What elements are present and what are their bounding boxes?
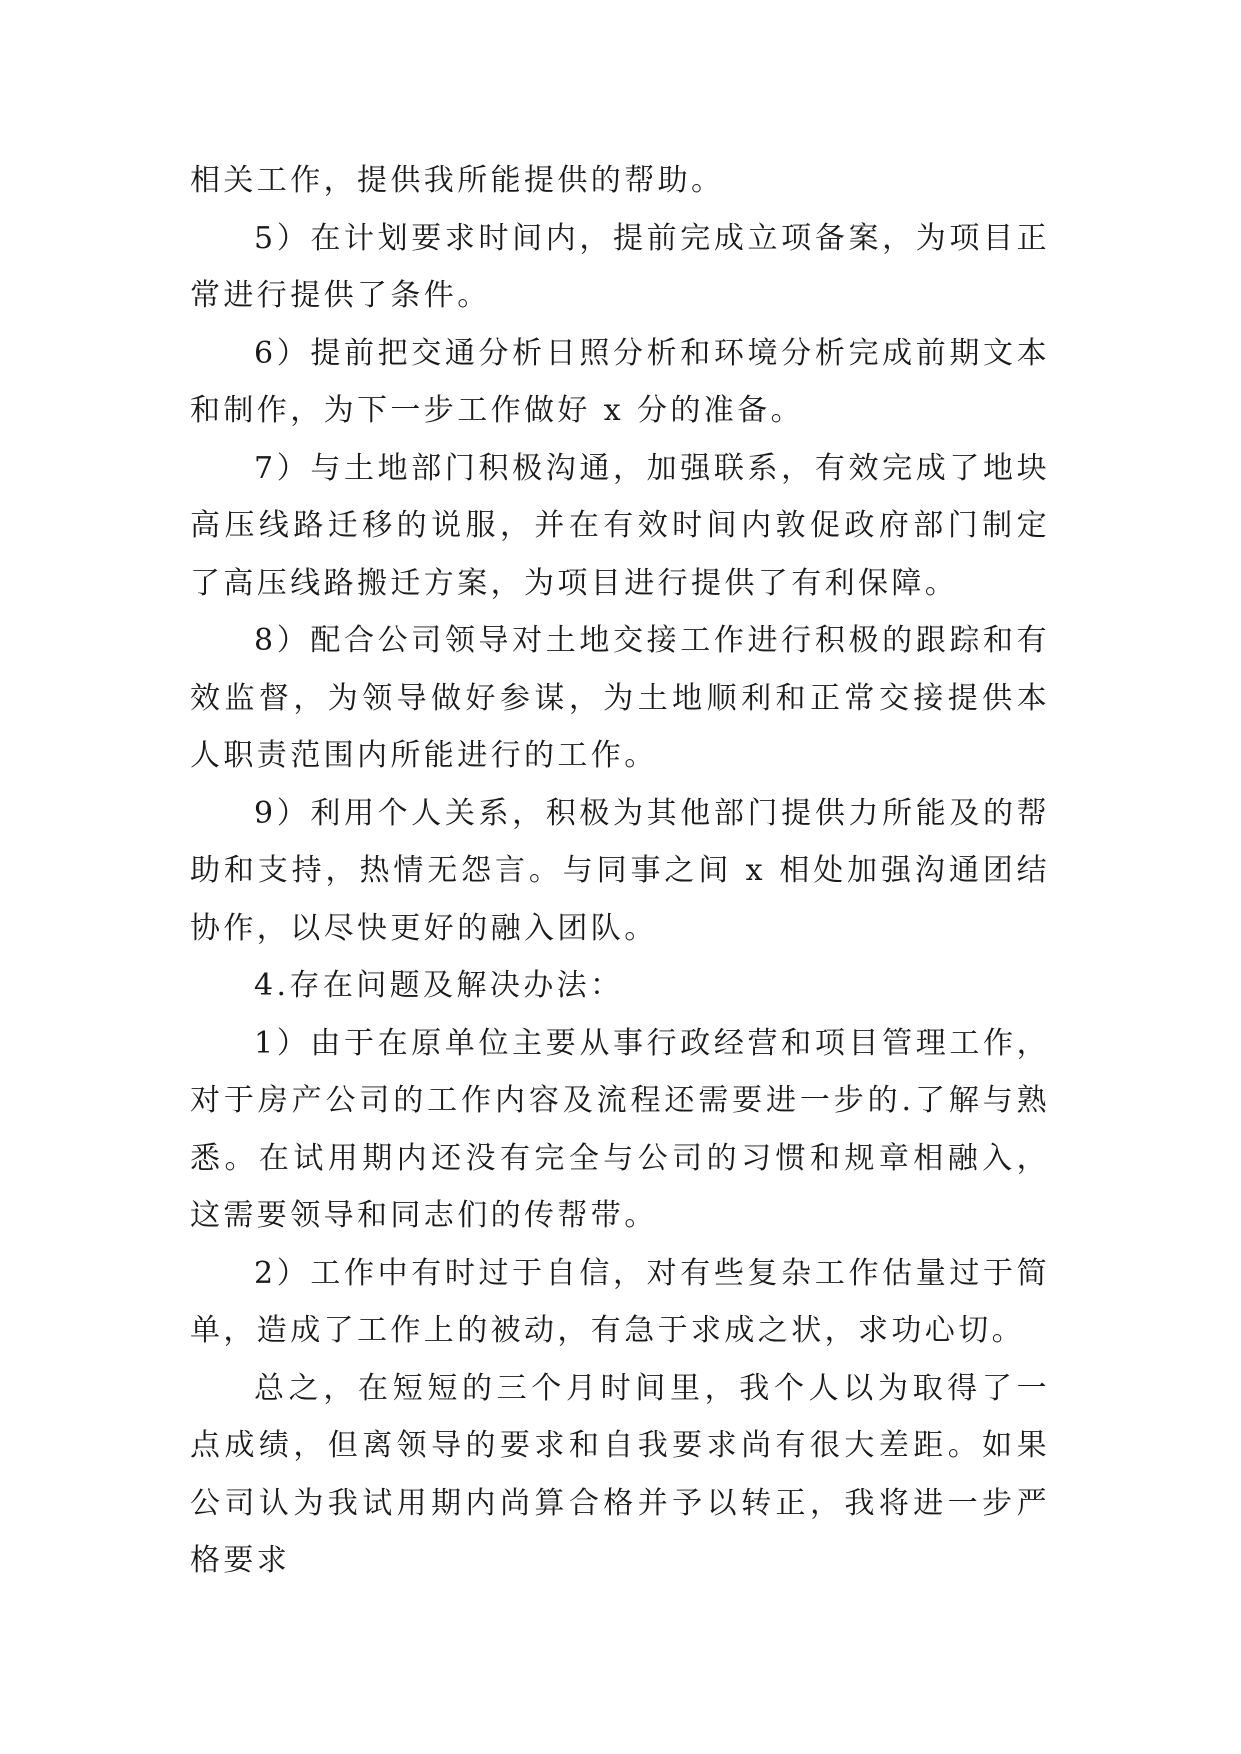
paragraph-item-8: 8）配合公司领导对土地交接工作进行积极的跟踪和有效监督，为领导做好参谋，为土地顺利和正常交接提供本人职责范围内所能进行的工作。 — [190, 623, 1050, 773]
paragraph-problem-1: 1）由于在原单位主要从事行政经营和项目管理工作，对于房产公司的工作内容及流程还需要进一步的.了解与熟悉。在试用期内还没有完全与公司的习惯和规章相融入，这需要领导和同志们的传帮带。 — [190, 1025, 1050, 1233]
paragraph-item-6: 6）提前把交通分析日照分析和环境分析完成前期文本和制作，为下一步工作做好 x 分的准备。 — [190, 335, 1050, 428]
paragraph-problem-2: 2）工作中有时过于自信，对有些复杂工作估量过于简单，造成了工作上的被动，有急于求成之状，求功心切。 — [190, 1255, 1050, 1348]
paragraph-item-7: 7）与土地部门积极沟通，加强联系，有效完成了地块高压线路迁移的说服，并在有效时间内敦促政府部门制定了高压线路搬迁方案，为项目进行提供了有利保障。 — [190, 450, 1050, 601]
paragraph-item-9: 9）利用个人关系，积极为其他部门提供力所能及的帮助和支持，热情无怨言。与同事之间 x 相处加强沟通团结协作，以尽快更好的融入团队。 — [190, 795, 1050, 946]
paragraph-conclusion: 总之，在短短的三个月时间里，我个人以为取得了一点成绩，但离领导的要求和自我要求尚有很大差距。如果公司认为我试用期内尚算合格并予以转正，我将进一步严格要求 — [190, 1370, 1050, 1578]
paragraph-item-5: 5）在计划要求时间内，提前完成立项备案，为项目正常进行提供了条件。 — [190, 220, 1050, 313]
document-body — [190, 152, 1050, 1590]
section-heading-problems: 4.存在问题及解决办法： — [254, 968, 624, 1003]
paragraph-continuation: 相关工作，提供我所能提供的帮助。 — [190, 163, 725, 198]
